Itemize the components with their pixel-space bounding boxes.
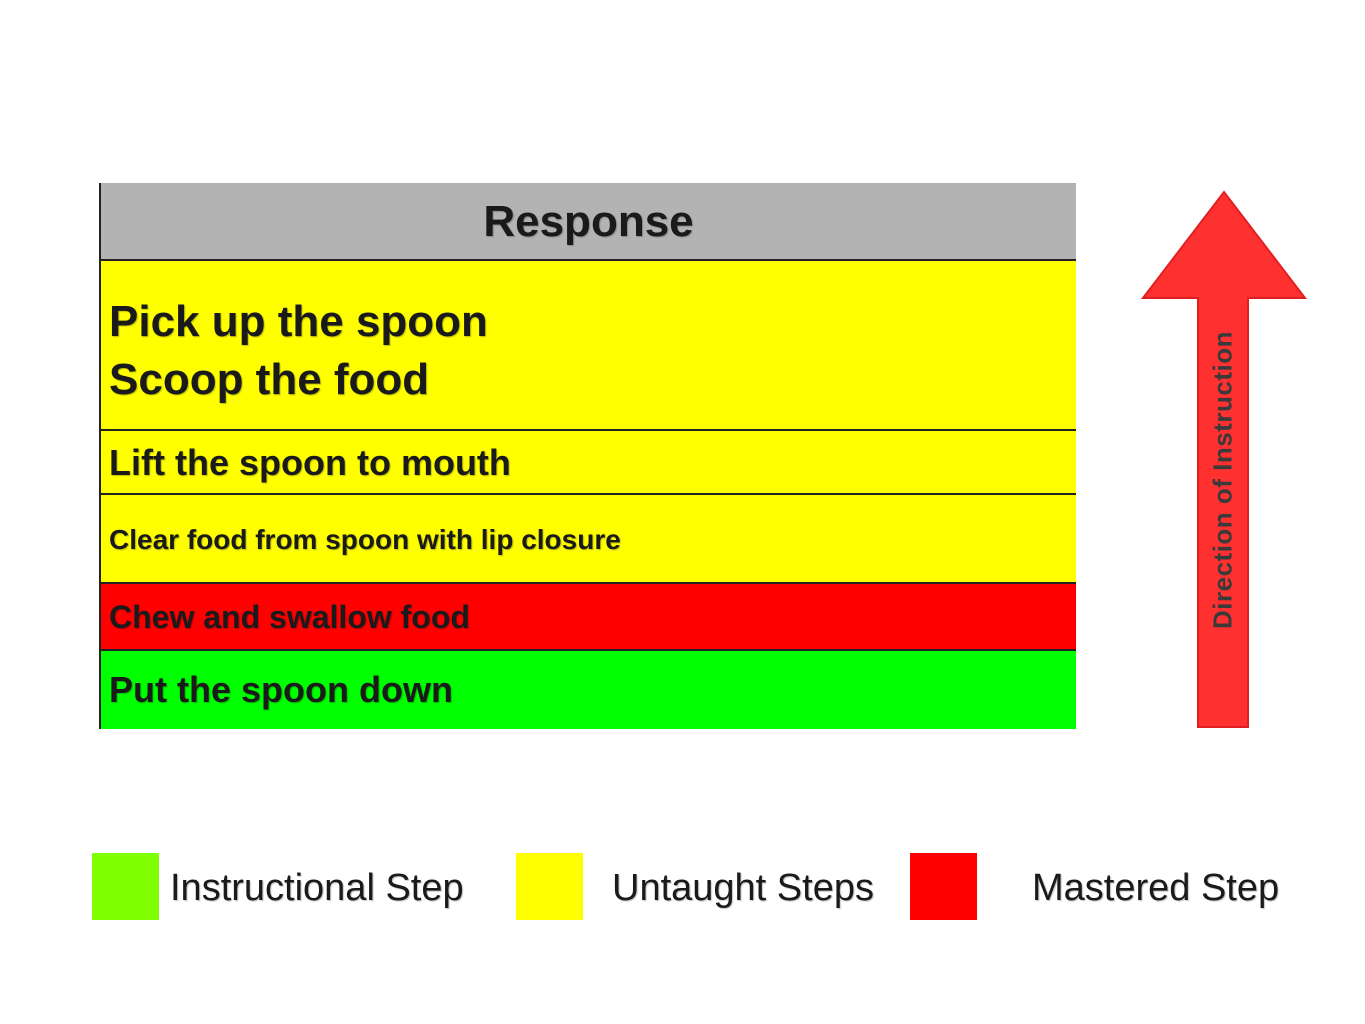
step-label: Pick up the spoon	[109, 297, 488, 346]
step-label: Put the spoon down	[109, 669, 453, 710]
step-row-pick-up-scoop	[101, 261, 1076, 431]
step-row-chew-swallow	[101, 584, 1076, 651]
legend-label-untaught: Untaught Steps	[612, 867, 874, 909]
header-label: Response	[483, 197, 694, 246]
legend-label-instructional: Instructional Step	[170, 867, 464, 909]
task-analysis-table	[99, 183, 1076, 729]
step-row-clear-food	[101, 495, 1076, 584]
arrow-label: Direction of Instruction	[1207, 331, 1238, 629]
legend-label-mastered: Mastered Step	[1032, 867, 1280, 909]
step-label: Lift the spoon to mouth	[109, 442, 511, 483]
table-header	[101, 183, 1076, 261]
step-label: Clear food from spoon with lip closure	[109, 524, 621, 555]
step-label: Scoop the food	[109, 355, 430, 404]
step-label: Chew and swallow food	[109, 599, 470, 635]
step-row-put-spoon-down	[101, 651, 1076, 729]
legend-swatch-instructional	[92, 853, 159, 920]
legend-swatch-untaught	[516, 853, 583, 920]
legend-swatch-mastered	[910, 853, 977, 920]
step-row-lift-spoon	[101, 431, 1076, 495]
